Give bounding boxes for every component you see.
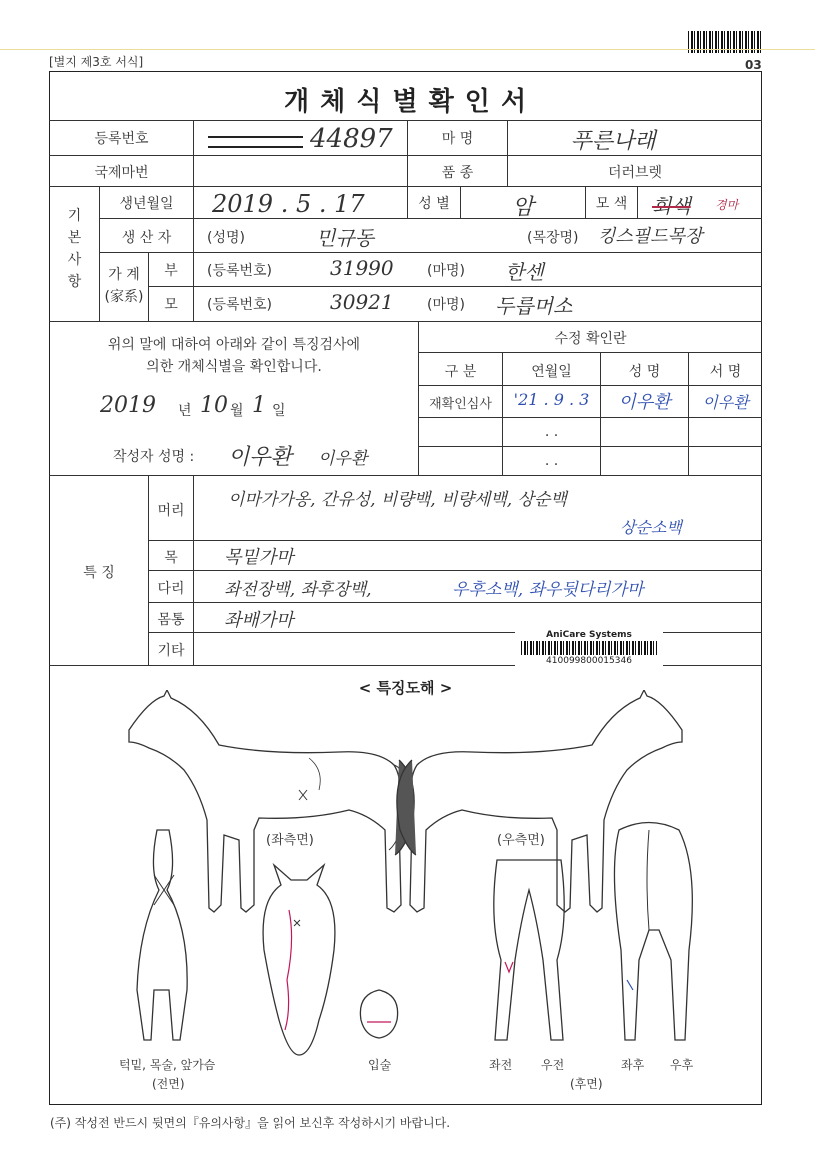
legs-label: 다리 — [157, 581, 185, 597]
birth-label: 생년월일 — [119, 196, 174, 212]
body-value: 좌배가마 — [224, 610, 294, 631]
revision-col-type: 구 분 — [444, 364, 477, 380]
horse-name-value: 푸른나래 — [570, 129, 656, 154]
anicare-barcode-number: 410099800015346 — [546, 656, 632, 666]
reg-no-value: 44897 — [310, 124, 393, 154]
dam-regnum-label: (등록번호) — [207, 297, 273, 313]
sire-name-value: 한센 — [505, 260, 544, 284]
revision-row1-sign: 이우환 — [702, 393, 749, 412]
front-caption: 턱밑, 목술, 앞가슴 — [119, 1058, 216, 1072]
neck-label: 목 — [164, 550, 178, 566]
statement-line1: 위의 말에 대하여 아래와 같이 특징검사에 — [107, 337, 361, 353]
writer-value: 이우환 — [228, 445, 292, 470]
sire-reg-value: 31990 — [330, 256, 394, 280]
head-front-view — [263, 865, 335, 1055]
anicare-company: AniCare Systems — [546, 630, 632, 640]
anicare-stamp — [515, 630, 663, 666]
farm-value: 킹스필드목장 — [598, 226, 703, 247]
footer-note: (주) 작성전 반드시 뒷면의『유의사항』을 읽어 보신후 작성하시기 바랍니다. — [50, 1116, 451, 1130]
revision-row2-date: . . — [544, 424, 559, 440]
front-view-label: (전면) — [152, 1077, 185, 1091]
diagram-title: < 특징도해 > — [358, 679, 453, 697]
sire-mname-label: (마명) — [427, 263, 465, 279]
features-section-label: 특 징 — [83, 565, 115, 581]
breeder-label: 생 산 자 — [121, 230, 172, 246]
right-front-label: 우전 — [541, 1058, 565, 1072]
dam-mname-label: (마명) — [427, 297, 465, 313]
other-label: 기타 — [157, 643, 185, 659]
sex-label: 성 별 — [418, 196, 450, 212]
sire-regnum-label: (등록번호) — [207, 263, 273, 279]
revision-row3-date: . . — [544, 453, 559, 469]
dam-name-value: 두릅머소 — [495, 294, 573, 318]
reg-no-strikeout — [208, 136, 303, 148]
dam-label: 모 — [164, 297, 178, 313]
left-side-label: (좌측면) — [266, 833, 314, 848]
anicare-barcode — [521, 641, 657, 655]
legs-value: 좌전장백, 좌후장백, — [224, 580, 372, 600]
body-label: 몸통 — [157, 612, 185, 628]
coat-label: 모 색 — [595, 196, 628, 212]
date-year: 2019 — [100, 393, 156, 418]
lips-view — [360, 990, 397, 1038]
right-side-horse — [397, 690, 682, 912]
left-rear-label: 좌후 — [621, 1058, 645, 1072]
page-title: 개 체 식 별 확 인 서 — [283, 87, 528, 117]
date-day-suffix: 일 — [272, 403, 286, 419]
statement-line2: 의한 개체식별을 확인합니다. — [146, 359, 322, 375]
revision-title: 수정 확인란 — [554, 331, 627, 347]
writer-signature: 이우환 — [318, 449, 368, 469]
revision-col-sign: 서 명 — [709, 364, 742, 380]
dam-reg-value: 30921 — [330, 290, 394, 314]
revision-row1-name: 이우환 — [618, 392, 671, 413]
farm-label: (목장명) — [527, 230, 579, 246]
breeder-value: 민규동 — [316, 226, 374, 250]
revision-col-date: 연월일 — [531, 364, 572, 380]
revision-col-name: 성 명 — [628, 364, 661, 380]
top-rule — [0, 49, 815, 50]
sire-label: 부 — [164, 263, 178, 279]
sex-value: 암 — [512, 195, 534, 220]
breeder-name-label: (성명) — [207, 230, 245, 246]
left-front-label: 좌전 — [489, 1058, 513, 1072]
date-day: 1 — [252, 393, 266, 418]
front-legs-view — [494, 860, 564, 1040]
head-extra-value: 상순소백 — [620, 518, 682, 537]
horse-name-label: 마 명 — [441, 131, 474, 147]
horse-diagrams — [49, 690, 762, 1095]
breed-label: 품 종 — [441, 165, 474, 181]
date-month: 10 — [200, 393, 228, 418]
coat-correction: 경마 — [715, 198, 739, 212]
lineage-label: 가 계 (家系) — [104, 267, 144, 305]
head-label: 머리 — [157, 503, 185, 519]
legs-value-blue: 우후소백, 좌우뒷다리가마 — [452, 580, 644, 600]
revision-row1-date: '21 . 9 . 3 — [513, 390, 590, 409]
page-number: 03 — [745, 58, 762, 72]
head-value: 이마가가옹, 간유성, 비량백, 비량세백, 상순백 — [228, 490, 567, 510]
rear-view — [614, 823, 692, 1041]
breed-value: 더러브렛 — [607, 165, 663, 181]
coat-value: 회색 — [652, 194, 691, 218]
neck-value: 목밑가마 — [224, 547, 294, 568]
form-label: [별지 제3호 서식] — [49, 55, 144, 69]
date-year-suffix: 년 — [178, 403, 192, 419]
birth-value: 2019 . 5 . 17 — [212, 190, 365, 218]
revision-row1-type: 재확인심사 — [429, 397, 492, 412]
front-view-horse — [137, 830, 187, 1040]
right-side-label: (우측면) — [497, 833, 545, 848]
lips-label: 입술 — [368, 1058, 392, 1072]
intl-no-label: 국제마번 — [94, 165, 149, 181]
right-rear-label: 우후 — [670, 1058, 694, 1072]
basic-section-label: 기 본 사 항 — [67, 208, 82, 290]
date-month-suffix: 월 — [230, 403, 244, 419]
reg-no-label: 등록번호 — [94, 131, 149, 147]
rear-view-label: (후면) — [570, 1077, 603, 1091]
writer-label: 작성자 성명 : — [113, 449, 195, 465]
